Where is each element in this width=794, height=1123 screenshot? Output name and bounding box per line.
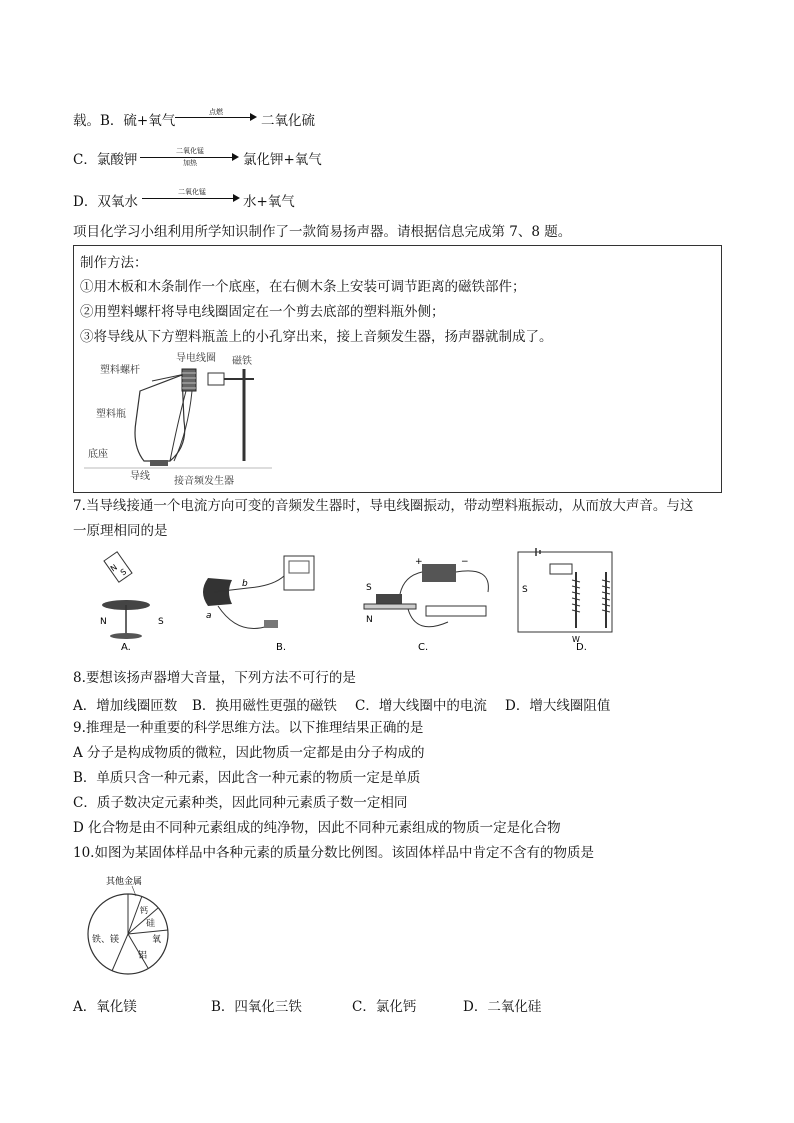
q7-c-plus: + xyxy=(415,557,423,567)
q10-option-d: D．二氧化硅 xyxy=(463,999,542,1015)
q6-b-prefix: 载。B．硫+氧气 xyxy=(73,113,176,129)
q7-a-n2: N xyxy=(100,617,107,627)
q6-d-condition: 二氧化锰 xyxy=(178,188,206,196)
q8-option-c: C．增大线圈中的电流 xyxy=(355,698,487,714)
fig-label-screw: 塑料螺杆 xyxy=(100,365,140,376)
q7-b-a: a xyxy=(206,611,212,621)
q7-c-label: C. xyxy=(418,642,429,653)
q8-option-b: B．换用磁性更强的磁铁 xyxy=(192,698,337,714)
q8-option-d: D．增大线圈阻值 xyxy=(505,698,611,714)
q7-d-s: S xyxy=(522,585,528,595)
pie-label-ca: 钙 xyxy=(140,906,148,915)
q8-stem: 8.要想该扬声器增大音量，下列方法不可行的是 xyxy=(73,670,356,686)
pie-label-other: 其他金属 xyxy=(106,877,143,887)
q6-c-result: 氯化钾+氧气 xyxy=(243,152,322,168)
method-title: 制作方法： xyxy=(80,255,148,271)
q7-c-s: S xyxy=(366,583,372,593)
q7-b-label: B. xyxy=(276,642,287,653)
q6-option-b xyxy=(73,109,175,129)
method-box xyxy=(73,245,722,493)
q10-option-a: A．氧化镁 xyxy=(73,999,137,1015)
q9-option-a: A 分子是构成物质的微粒，因此物质一定都是由分子构成的 xyxy=(73,745,425,761)
q6-d-arrow xyxy=(142,198,238,199)
speaker-figure xyxy=(82,351,282,489)
q7-figure-a xyxy=(100,552,164,653)
q9-option-d: D 化合物是由不同种元素组成的纯净物，因此不同种元素组成的物质一定是化合物 xyxy=(73,820,561,836)
q10-option-c: C．氯化钙 xyxy=(352,999,417,1015)
q10-option-b: B．四氧化三铁 xyxy=(211,999,302,1015)
q9-option-c: C．质子数决定元素种类，因此同种元素质子数一定相同 xyxy=(73,795,408,811)
q7-c-minus: − xyxy=(461,557,469,567)
q10-stem: 10.如图为某固体样品中各种元素的质量分数比例图。该固体样品中肯定不含有的物质是 xyxy=(73,845,594,861)
q6-b-arrow xyxy=(175,117,255,118)
method-step-3: ③将导线从下方塑料瓶盖上的小孔穿出来，接上音频发生器，扬声器就制成了。 xyxy=(80,329,553,345)
q7-figure-d xyxy=(518,548,612,653)
q7-figures xyxy=(88,546,648,658)
q6-c-condition-bottom: 加热 xyxy=(183,159,197,167)
pie-label-o: 氧 xyxy=(152,935,162,945)
q8-option-a: A．增加线圈匝数 xyxy=(73,698,178,714)
pie-label-al: 铝 xyxy=(138,951,148,961)
q6-d-prefix: D．双氧水 xyxy=(73,194,138,210)
q7-d-w: W xyxy=(572,635,580,644)
q6-d-result: 水+氧气 xyxy=(243,194,295,210)
q7-a-s2: S xyxy=(158,617,164,627)
fig-label-audio: 接音频发生器 xyxy=(174,476,234,487)
fig-label-coil: 导电线圈 xyxy=(176,353,216,364)
method-step-2: ②用塑料螺杆将导电线圈固定在一个剪去底部的塑料瓶外侧； xyxy=(80,304,445,320)
q10-pie-figure xyxy=(82,868,182,980)
q7-b-b: b xyxy=(242,579,248,589)
q7-stem-line2: 一原理相同的是 xyxy=(73,523,168,539)
pie-label-si: 硅 xyxy=(146,919,156,929)
q7-a-n1: N xyxy=(108,562,119,574)
fig-label-wire: 导线 xyxy=(130,471,150,482)
q7-figure-b xyxy=(203,556,314,653)
method-step-1: ①用木板和木条制作一个底座，在右侧木条上安装可调节距离的磁铁部件； xyxy=(80,279,526,295)
q6-c-prefix: C．氯酸钾 xyxy=(73,152,138,168)
q7-a-label: A. xyxy=(121,642,131,653)
q7-a-s1: S xyxy=(118,567,129,578)
q9-stem: 9.推理是一种重要的科学思维方法。以下推理结果正确的是 xyxy=(73,720,424,736)
q7-d-label: D. xyxy=(576,642,587,653)
q6-c-condition-top: 二氧化锰 xyxy=(176,147,204,155)
fig-label-magnet: 磁铁 xyxy=(232,356,252,367)
q7-figure-c xyxy=(364,557,488,653)
intro-text: 项目化学习小组利用所学知识制作了一款简易扬声器。请根据信息完成第 7、8 题。 xyxy=(73,224,572,240)
fig-label-bottle: 塑料瓶 xyxy=(96,409,126,420)
q7-stem-line1: 7.当导线接通一个电流方向可变的音频发生器时，导电线圈振动，带动塑料瓶振动，从而放大声音。与这 xyxy=(73,498,694,514)
q6-b-condition: 点燃 xyxy=(209,108,223,116)
fig-label-base: 底座 xyxy=(88,449,108,460)
pie-label-fe: 铁、镁 xyxy=(92,935,120,945)
q7-c-n: N xyxy=(366,615,373,625)
q9-option-b: B．单质只含一种元素，因此含一种元素的物质一定是单质 xyxy=(73,770,421,786)
q6-b-result: 二氧化硫 xyxy=(261,113,315,129)
